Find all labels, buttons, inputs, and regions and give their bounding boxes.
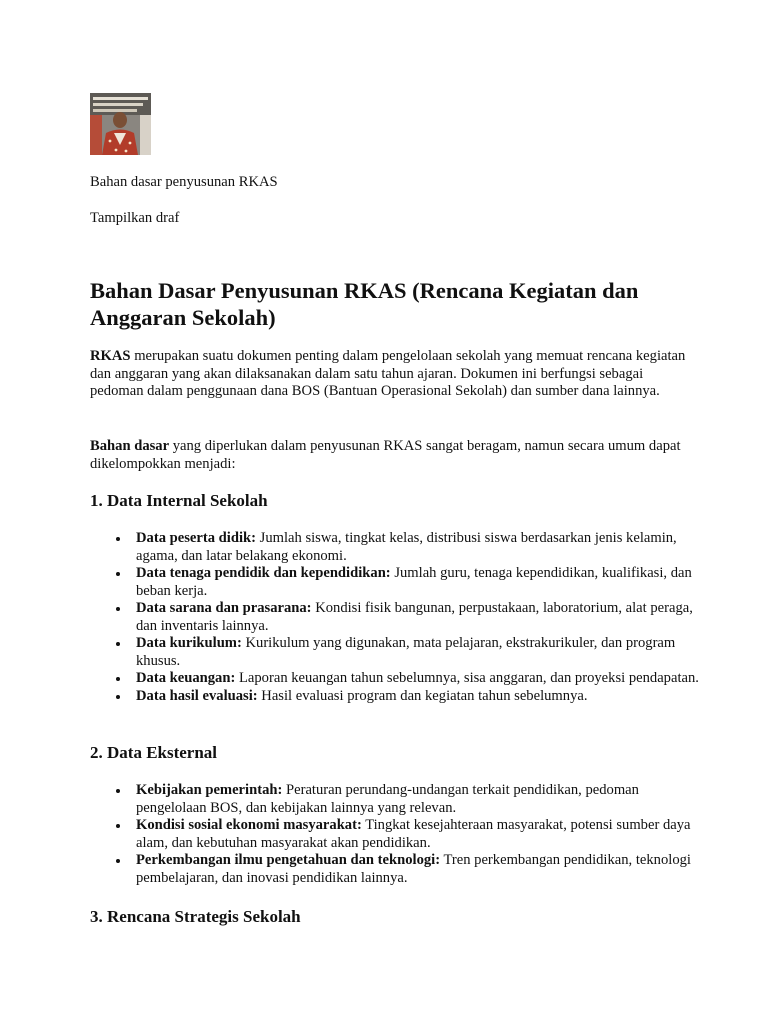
image-caption: Bahan dasar penyusunan RKAS <box>90 174 278 190</box>
list-item-text: Kondisi fisik bangunan, perpustakaan, laboratorium, alat peraga, dan inventaris lainnya. <box>136 600 693 634</box>
person-photo-icon <box>90 93 151 155</box>
list-item <box>136 688 706 706</box>
intro-term: RKAS <box>90 348 131 364</box>
list-item-text: Jumlah siswa, tingkat kelas, distribusi siswa berdasarkan jenis kelamin, agama, dan latar belakang ekonomi. <box>136 530 677 564</box>
list-item-term: Kebijakan pemerintah: <box>136 782 283 798</box>
list-item <box>136 817 706 852</box>
list-item-text: Peraturan perundang-undangan terkait pendidikan, pedoman pengelolaan BOS, dan kebijakan lainnya yang relevan. <box>136 782 639 816</box>
list-item <box>136 670 706 688</box>
show-draft-link[interactable]: Tampilkan draf <box>90 210 180 226</box>
section-heading-strategic: 3. Rencana Strategis Sekolah <box>90 907 301 926</box>
list-item-text: Hasil evaluasi program dan kegiatan tahun sebelumnya. <box>257 687 588 704</box>
list-item-text: Laporan keuangan tahun sebelumnya, sisa anggaran, dan proyeksi pendapatan. <box>235 670 699 686</box>
basic-paragraph <box>90 438 690 473</box>
list-item <box>136 565 706 600</box>
list-item-text: Kurikulum yang digunakan, mata pelajaran, ekstrakurikuler, dan program khusus. <box>136 635 676 669</box>
list-item-term: Data hasil evaluasi: <box>136 687 258 704</box>
list-item-term: Data sarana dan prasarana: <box>136 600 312 616</box>
list-item <box>136 635 706 670</box>
list-item-term: Data peserta didik: <box>136 530 256 546</box>
list-item <box>136 852 706 887</box>
page-title: Bahan Dasar Penyusunan RKAS (Rencana Kegiatan dan Anggaran Sekolah) <box>90 278 639 330</box>
list-item-term: Data keuangan: <box>136 670 236 686</box>
list-item-text: Tingkat kesejahteraan masyarakat, potensi sumber daya alam, dan kebutuhan masyarakat akan pendidikan. <box>136 817 691 851</box>
basic-text: yang diperlukan dalam penyusunan RKAS sangat beragam, namun secara umum dapat dikelompokkan menjadi: <box>90 438 681 472</box>
photo-thumbnail[interactable] <box>90 93 151 155</box>
list-item-text: Jumlah guru, tenaga kependidikan, kualifikasi, dan beban kerja. <box>136 565 692 599</box>
list-item <box>136 782 706 817</box>
list-item <box>136 530 706 565</box>
list-item-term: Kondisi sosial ekonomi masyarakat: <box>136 817 362 833</box>
list-item-term: Data kurikulum: <box>136 635 242 651</box>
intro-text: merupakan suatu dokumen penting dalam pengelolaan sekolah yang memuat rencana kegiatan dan anggaran yang akan dilaksanakan dalam satu tahun ajaran. Dokumen ini berfungsi sebagai pedoman dalam penggunaan dana BOS (Bantuan Operasional Sekolah) dan sumber dana lainnya. <box>90 348 686 399</box>
section-heading-external: 2. Data Eksternal <box>90 743 218 762</box>
internal-data-list <box>90 530 706 705</box>
section-heading-internal: 1. Data Internal Sekolah <box>90 491 268 510</box>
list-item-term: Perkembangan ilmu pengetahuan dan teknologi: <box>136 852 441 868</box>
intro-paragraph <box>90 348 690 401</box>
list-item-text: Tren perkembangan pendidikan, teknologi pembelajaran, dan inovasi pendidikan lainnya. <box>136 852 691 886</box>
external-data-list <box>90 782 706 887</box>
list-item-term: Data tenaga pendidik dan kependidikan: <box>136 565 391 581</box>
list-item <box>136 600 706 635</box>
basic-term: Bahan dasar <box>90 438 170 454</box>
